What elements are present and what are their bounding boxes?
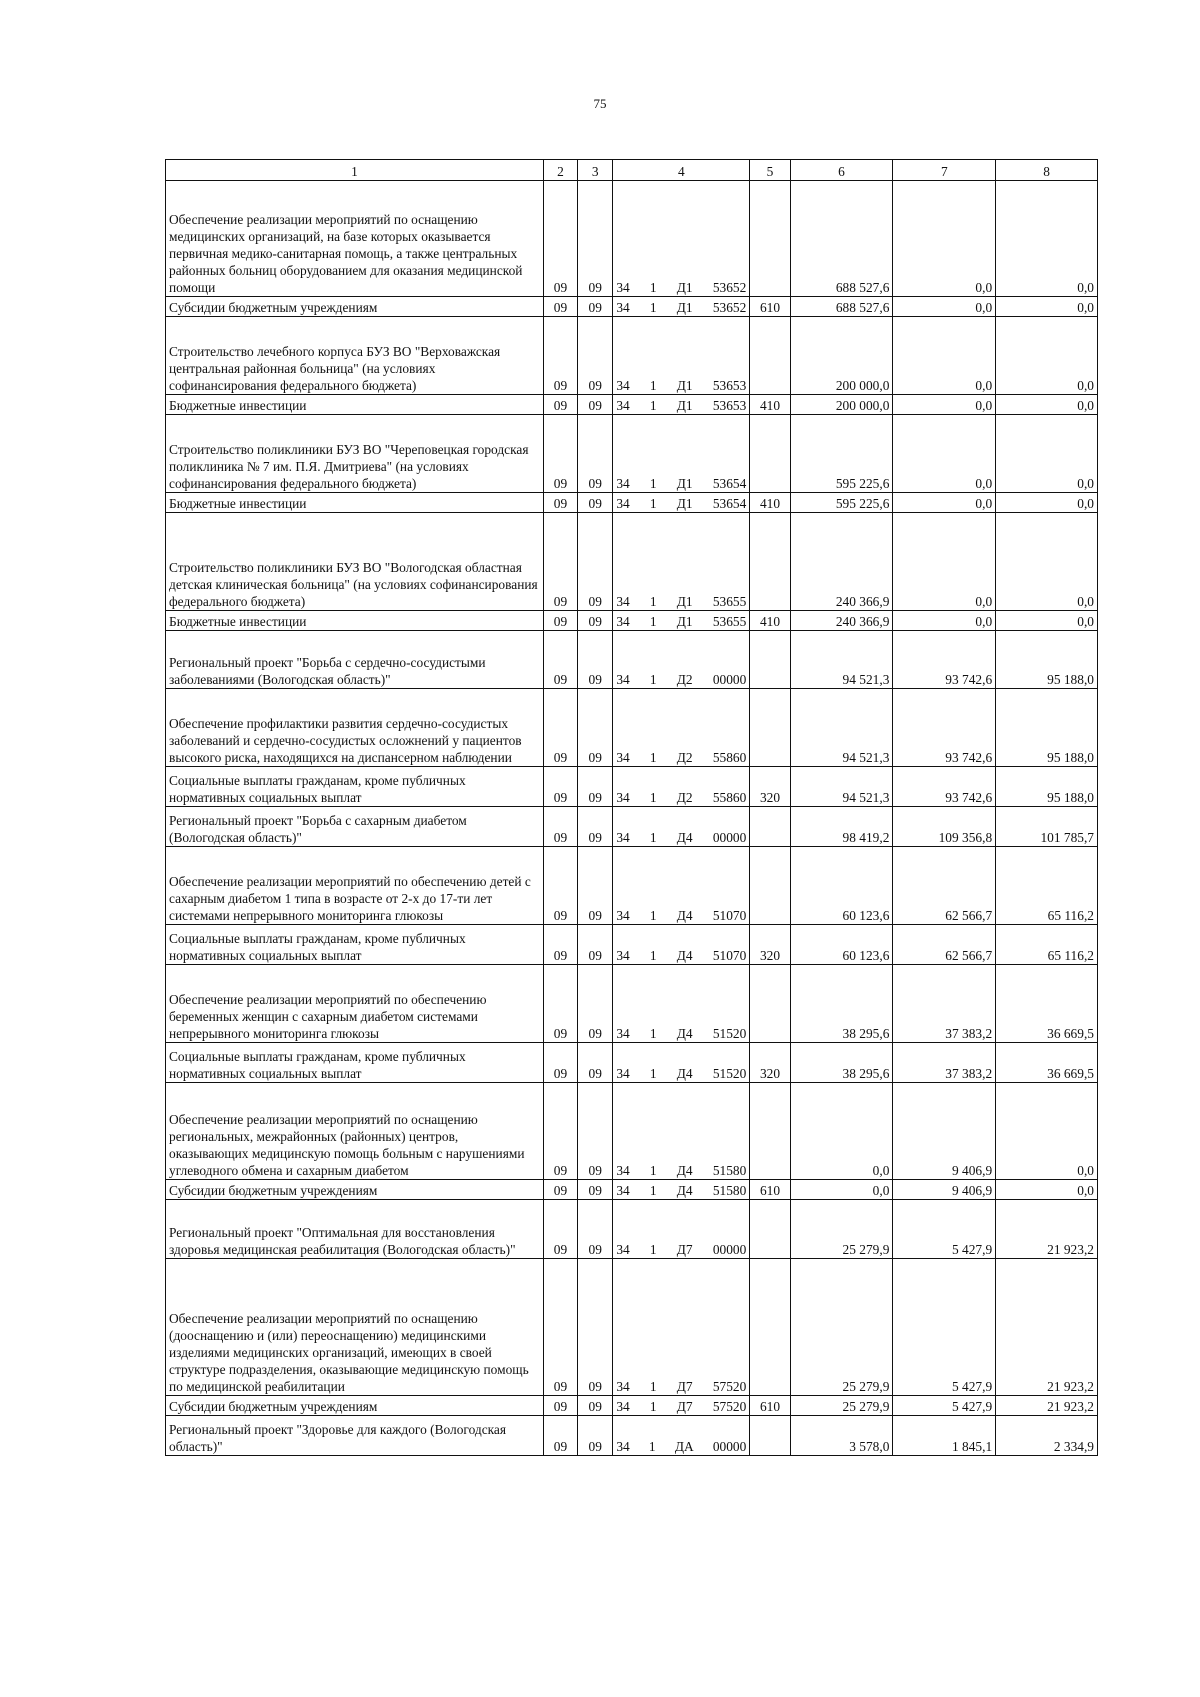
subsection-code: 09 [578, 1416, 613, 1456]
program-code: 34 [616, 908, 630, 923]
row-name: Субсидии бюджетным учреждениям [166, 297, 544, 317]
table-row [166, 513, 1098, 611]
target-item-code [613, 317, 750, 395]
amount-col-8: 65 116,2 [996, 925, 1098, 965]
section-code: 09 [543, 847, 577, 925]
direction-code: 53655 [712, 594, 747, 609]
amount-col-7: 5 427,9 [893, 1200, 996, 1259]
column-header: 6 [790, 160, 893, 181]
subsection-code: 09 [578, 847, 613, 925]
direction-code: 53652 [712, 280, 747, 295]
amount-col-7: 0,0 [893, 395, 996, 415]
target-item-code [613, 611, 750, 631]
row-name: Обеспечение реализации мероприятий по оснащению региональных, межрайонных (районных) центров, оказывающих медицинскую помощь больным с нарушениями углеводного обмена и сахарным диабетом [166, 1083, 544, 1180]
target-item-code [613, 181, 750, 297]
column-header: 7 [893, 160, 996, 181]
amount-col-6: 688 527,6 [790, 297, 893, 317]
project-code: Д2 [676, 750, 693, 765]
target-item-code [613, 1396, 750, 1416]
section-code: 09 [543, 493, 577, 513]
table-row [166, 689, 1098, 767]
program-code: 34 [616, 496, 630, 511]
target-item-code [613, 415, 750, 493]
amount-col-7: 0,0 [893, 181, 996, 297]
expense-type-code: 610 [750, 297, 790, 317]
amount-col-8: 0,0 [996, 513, 1098, 611]
table-row [166, 317, 1098, 395]
column-header: 4 [613, 160, 750, 181]
table-row [166, 847, 1098, 925]
project-code: Д2 [676, 790, 693, 805]
table-row [166, 493, 1098, 513]
row-name: Строительство лечебного корпуса БУЗ ВО "Верховажская центральная районная больница" (на условиях софинансирования федерального бюджета) [166, 317, 544, 395]
subsection-code: 09 [578, 415, 613, 493]
section-code: 09 [543, 395, 577, 415]
section-code: 09 [543, 611, 577, 631]
expense-type-code [750, 513, 790, 611]
section-code: 09 [543, 1200, 577, 1259]
amount-col-6: 94 521,3 [790, 767, 893, 807]
row-name: Бюджетные инвестиции [166, 611, 544, 631]
amount-col-7: 9 406,9 [893, 1180, 996, 1200]
section-code: 09 [543, 689, 577, 767]
subsection-code: 09 [578, 767, 613, 807]
subsection-code: 09 [578, 807, 613, 847]
subprogram-code: 1 [649, 830, 657, 845]
amount-col-6: 688 527,6 [790, 181, 893, 297]
project-code: Д4 [676, 1183, 693, 1198]
amount-col-8: 65 116,2 [996, 847, 1098, 925]
expense-type-code [750, 689, 790, 767]
direction-code: 00000 [712, 1242, 747, 1257]
expense-type-code [750, 631, 790, 689]
subsection-code: 09 [578, 689, 613, 767]
project-code: Д1 [676, 300, 693, 315]
amount-col-8: 21 923,2 [996, 1200, 1098, 1259]
subprogram-code: 1 [649, 672, 657, 687]
amount-col-8: 0,0 [996, 395, 1098, 415]
subprogram-code: 1 [649, 1242, 657, 1257]
row-name: Обеспечение реализации мероприятий по обеспечению беременных женщин с сахарным диабетом системами непрерывного мониторинга глюкозы [166, 965, 544, 1043]
section-code: 09 [543, 925, 577, 965]
amount-col-6: 94 521,3 [790, 631, 893, 689]
table-row [166, 395, 1098, 415]
subprogram-code: 1 [649, 790, 657, 805]
direction-code: 53655 [712, 614, 747, 629]
row-name: Субсидии бюджетным учреждениям [166, 1180, 544, 1200]
section-code: 09 [543, 1180, 577, 1200]
subsection-code: 09 [578, 631, 613, 689]
row-name: Социальные выплаты гражданам, кроме публичных нормативных социальных выплат [166, 1043, 544, 1083]
row-name: Субсидии бюджетным учреждениям [166, 1396, 544, 1416]
table-row [166, 1180, 1098, 1200]
direction-code: 51520 [712, 1026, 747, 1041]
target-item-code [613, 1416, 750, 1456]
subsection-code: 09 [578, 513, 613, 611]
table-row [166, 631, 1098, 689]
amount-col-7: 37 383,2 [893, 965, 996, 1043]
program-code: 34 [616, 280, 630, 295]
subprogram-code: 1 [649, 300, 657, 315]
program-code: 34 [616, 594, 630, 609]
subprogram-code: 1 [649, 1163, 657, 1178]
amount-col-6: 3 578,0 [790, 1416, 893, 1456]
program-code: 34 [616, 614, 630, 629]
section-code: 09 [543, 513, 577, 611]
row-name: Региональный проект "Борьба с сердечно-сосудистыми заболеваниями (Вологодская область)" [166, 631, 544, 689]
row-name: Строительство поликлиники БУЗ ВО "Вологодская областная детская клиническая больница" (на условиях софинансирования федерального бюджета) [166, 513, 544, 611]
column-header: 8 [996, 160, 1098, 181]
target-item-code [613, 297, 750, 317]
target-item-code [613, 1200, 750, 1259]
project-code: Д1 [676, 280, 693, 295]
expense-type-code [750, 807, 790, 847]
project-code: Д7 [676, 1399, 693, 1414]
subprogram-code: 1 [649, 750, 657, 765]
table-row [166, 767, 1098, 807]
amount-col-7: 0,0 [893, 317, 996, 395]
amount-col-8: 0,0 [996, 181, 1098, 297]
subprogram-code: 1 [649, 476, 657, 491]
amount-col-7: 5 427,9 [893, 1396, 996, 1416]
row-name: Социальные выплаты гражданам, кроме публичных нормативных социальных выплат [166, 925, 544, 965]
subprogram-code: 1 [649, 378, 657, 393]
subsection-code: 09 [578, 1083, 613, 1180]
amount-col-8: 21 923,2 [996, 1259, 1098, 1396]
target-item-code [613, 847, 750, 925]
section-code: 09 [543, 767, 577, 807]
amount-col-6: 94 521,3 [790, 689, 893, 767]
amount-col-7: 0,0 [893, 415, 996, 493]
direction-code: 51580 [712, 1163, 747, 1178]
expense-type-code: 320 [750, 925, 790, 965]
program-code: 34 [616, 476, 630, 491]
direction-code: 51070 [712, 908, 747, 923]
row-name: Бюджетные инвестиции [166, 395, 544, 415]
target-item-code [613, 395, 750, 415]
amount-col-7: 1 845,1 [893, 1416, 996, 1456]
subprogram-code: 1 [649, 948, 657, 963]
subprogram-code: 1 [649, 1026, 657, 1041]
table-row [166, 1416, 1098, 1456]
program-code: 34 [616, 1439, 630, 1454]
program-code: 34 [616, 378, 630, 393]
target-item-code [613, 689, 750, 767]
amount-col-6: 60 123,6 [790, 847, 893, 925]
expense-type-code [750, 317, 790, 395]
column-header: 3 [578, 160, 613, 181]
amount-col-6: 0,0 [790, 1180, 893, 1200]
row-name: Обеспечение профилактики развития сердечно-сосудистых заболеваний и сердечно-сосудистых осложнений у пациентов высокого риска, находящихся на диспансерном наблюдении [166, 689, 544, 767]
direction-code: 53652 [712, 300, 747, 315]
expense-type-code [750, 847, 790, 925]
amount-col-6: 25 279,9 [790, 1396, 893, 1416]
row-name: Региональный проект "Оптимальная для восстановления здоровья медицинская реабилитация (Вологодская область)" [166, 1200, 544, 1259]
amount-col-6: 98 419,2 [790, 807, 893, 847]
direction-code: 55860 [712, 790, 747, 805]
subsection-code: 09 [578, 493, 613, 513]
direction-code: 51580 [712, 1183, 747, 1198]
subprogram-code: 1 [649, 280, 657, 295]
amount-col-6: 595 225,6 [790, 415, 893, 493]
amount-col-8: 0,0 [996, 1083, 1098, 1180]
page-number: 75 [593, 96, 607, 111]
header-row [166, 160, 1098, 181]
subprogram-code: 1 [649, 496, 657, 511]
section-code: 09 [543, 807, 577, 847]
amount-col-8: 0,0 [996, 493, 1098, 513]
direction-code: 53653 [712, 398, 747, 413]
section-code: 09 [543, 1416, 577, 1456]
amount-col-8: 101 785,7 [996, 807, 1098, 847]
amount-col-6: 25 279,9 [790, 1200, 893, 1259]
project-code: Д1 [676, 594, 693, 609]
row-name: Бюджетные инвестиции [166, 493, 544, 513]
direction-code: 53654 [712, 476, 747, 491]
section-code: 09 [543, 297, 577, 317]
column-header: 2 [543, 160, 577, 181]
project-code: ДА [674, 1439, 694, 1454]
project-code: Д1 [676, 496, 693, 511]
amount-col-7: 0,0 [893, 493, 996, 513]
program-code: 34 [616, 300, 630, 315]
amount-col-7: 0,0 [893, 513, 996, 611]
subprogram-code: 1 [649, 1183, 657, 1198]
amount-col-7: 93 742,6 [893, 767, 996, 807]
direction-code: 55860 [712, 750, 747, 765]
section-code: 09 [543, 181, 577, 297]
amount-col-6: 200 000,0 [790, 395, 893, 415]
subprogram-code: 1 [649, 1379, 657, 1394]
amount-col-8: 0,0 [996, 297, 1098, 317]
amount-col-7: 0,0 [893, 297, 996, 317]
program-code: 34 [616, 790, 630, 805]
table-row [166, 181, 1098, 297]
subsection-code: 09 [578, 317, 613, 395]
amount-col-7: 0,0 [893, 611, 996, 631]
subprogram-code: 1 [649, 398, 657, 413]
table-row [166, 1083, 1098, 1180]
direction-code: 51520 [712, 1066, 747, 1081]
project-code: Д1 [676, 378, 693, 393]
amount-col-6: 38 295,6 [790, 965, 893, 1043]
section-code: 09 [543, 1083, 577, 1180]
direction-code: 51070 [712, 948, 747, 963]
column-header: 1 [166, 160, 544, 181]
amount-col-7: 62 566,7 [893, 925, 996, 965]
table-row [166, 1396, 1098, 1416]
target-item-code [613, 1043, 750, 1083]
project-code: Д2 [676, 672, 693, 687]
subsection-code: 09 [578, 1043, 613, 1083]
amount-col-8: 95 188,0 [996, 689, 1098, 767]
table-row [166, 1259, 1098, 1396]
subsection-code: 09 [578, 395, 613, 415]
project-code: Д4 [676, 908, 693, 923]
section-code: 09 [543, 317, 577, 395]
expense-type-code [750, 181, 790, 297]
amount-col-7: 9 406,9 [893, 1083, 996, 1180]
direction-code: 53653 [712, 378, 747, 393]
target-item-code [613, 631, 750, 689]
expense-type-code: 610 [750, 1180, 790, 1200]
budget-table [165, 159, 1098, 1456]
section-code: 09 [543, 415, 577, 493]
program-code: 34 [616, 750, 630, 765]
program-code: 34 [616, 1066, 630, 1081]
direction-code: 00000 [712, 672, 747, 687]
subsection-code: 09 [578, 1396, 613, 1416]
amount-col-6: 595 225,6 [790, 493, 893, 513]
subsection-code: 09 [578, 1180, 613, 1200]
expense-type-code [750, 1416, 790, 1456]
amount-col-6: 38 295,6 [790, 1043, 893, 1083]
subprogram-code: 1 [649, 908, 657, 923]
table-row [166, 611, 1098, 631]
target-item-code [613, 965, 750, 1043]
amount-col-7: 109 356,8 [893, 807, 996, 847]
project-code: Д4 [676, 1066, 693, 1081]
subsection-code: 09 [578, 1259, 613, 1396]
target-item-code [613, 807, 750, 847]
table-row [166, 1043, 1098, 1083]
subsection-code: 09 [578, 181, 613, 297]
expense-type-code: 410 [750, 395, 790, 415]
program-code: 34 [616, 1183, 630, 1198]
expense-type-code: 410 [750, 611, 790, 631]
project-code: Д7 [676, 1379, 693, 1394]
amount-col-6: 200 000,0 [790, 317, 893, 395]
amount-col-6: 0,0 [790, 1083, 893, 1180]
target-item-code [613, 1083, 750, 1180]
expense-type-code: 320 [750, 767, 790, 807]
row-name: Строительство поликлиники БУЗ ВО "Череповецкая городская поликлиника № 7 им. П.Я. Дмитриева" (на условиях софинансирования федерального бюджета) [166, 415, 544, 493]
program-code: 34 [616, 672, 630, 687]
project-code: Д1 [676, 398, 693, 413]
subprogram-code: 1 [649, 594, 657, 609]
amount-col-7: 62 566,7 [893, 847, 996, 925]
amount-col-8: 0,0 [996, 611, 1098, 631]
expense-type-code [750, 415, 790, 493]
section-code: 09 [543, 1396, 577, 1416]
subsection-code: 09 [578, 925, 613, 965]
direction-code: 00000 [712, 830, 747, 845]
expense-type-code: 410 [750, 493, 790, 513]
program-code: 34 [616, 1379, 630, 1394]
row-name: Обеспечение реализации мероприятий по обеспечению детей с сахарным диабетом 1 типа в возрасте от 2-х до 17-ти лет системами непрерывного мониторинга глюкозы [166, 847, 544, 925]
amount-col-6: 60 123,6 [790, 925, 893, 965]
project-code: Д4 [676, 1163, 693, 1178]
subprogram-code: 1 [649, 1066, 657, 1081]
project-code: Д7 [676, 1242, 693, 1257]
project-code: Д4 [676, 830, 693, 845]
subsection-code: 09 [578, 297, 613, 317]
program-code: 34 [616, 1026, 630, 1041]
project-code: Д1 [676, 476, 693, 491]
program-code: 34 [616, 1242, 630, 1257]
expense-type-code [750, 1200, 790, 1259]
subprogram-code: 1 [649, 614, 657, 629]
table-row [166, 807, 1098, 847]
section-code: 09 [543, 1259, 577, 1396]
amount-col-7: 93 742,6 [893, 631, 996, 689]
table-row [166, 415, 1098, 493]
amount-col-7: 37 383,2 [893, 1043, 996, 1083]
subsection-code: 09 [578, 1200, 613, 1259]
direction-code: 57520 [712, 1399, 747, 1414]
subprogram-code: 1 [649, 1399, 657, 1414]
subprogram-code: 1 [648, 1439, 656, 1454]
amount-col-6: 25 279,9 [790, 1259, 893, 1396]
target-item-code [613, 925, 750, 965]
section-code: 09 [543, 631, 577, 689]
target-item-code [613, 1180, 750, 1200]
target-item-code [613, 513, 750, 611]
direction-code: 00000 [712, 1439, 747, 1454]
amount-col-8: 95 188,0 [996, 767, 1098, 807]
row-name: Обеспечение реализации мероприятий по оснащению медицинских организаций, на базе которых оказывается первичная медико-санитарная помощь, а также центральных районных больниц оборудованием для оказания медицинской помощи [166, 181, 544, 297]
program-code: 34 [616, 948, 630, 963]
expense-type-code [750, 965, 790, 1043]
target-item-code [613, 767, 750, 807]
direction-code: 53654 [712, 496, 747, 511]
target-item-code [613, 493, 750, 513]
project-code: Д4 [676, 948, 693, 963]
target-item-code [613, 1259, 750, 1396]
amount-col-8: 36 669,5 [996, 1043, 1098, 1083]
amount-col-7: 5 427,9 [893, 1259, 996, 1396]
expense-type-code [750, 1083, 790, 1180]
expense-type-code: 320 [750, 1043, 790, 1083]
table-row [166, 1200, 1098, 1259]
expense-type-code: 610 [750, 1396, 790, 1416]
row-name: Региональный проект "Здоровье для каждого (Вологодская область)" [166, 1416, 544, 1456]
direction-code: 57520 [712, 1379, 747, 1394]
section-code: 09 [543, 1043, 577, 1083]
expense-type-code [750, 1259, 790, 1396]
amount-col-8: 21 923,2 [996, 1396, 1098, 1416]
amount-col-8: 0,0 [996, 317, 1098, 395]
column-header: 5 [750, 160, 790, 181]
amount-col-8: 0,0 [996, 1180, 1098, 1200]
amount-col-8: 0,0 [996, 415, 1098, 493]
program-code: 34 [616, 1163, 630, 1178]
table-row [166, 965, 1098, 1043]
amount-col-7: 93 742,6 [893, 689, 996, 767]
program-code: 34 [616, 830, 630, 845]
subsection-code: 09 [578, 965, 613, 1043]
amount-col-8: 2 334,9 [996, 1416, 1098, 1456]
amount-col-8: 36 669,5 [996, 965, 1098, 1043]
row-name: Социальные выплаты гражданам, кроме публичных нормативных социальных выплат [166, 767, 544, 807]
amount-col-6: 240 366,9 [790, 513, 893, 611]
table-row [166, 925, 1098, 965]
table-row [166, 297, 1098, 317]
section-code: 09 [543, 965, 577, 1043]
amount-col-8: 95 188,0 [996, 631, 1098, 689]
project-code: Д4 [676, 1026, 693, 1041]
project-code: Д1 [676, 614, 693, 629]
amount-col-6: 240 366,9 [790, 611, 893, 631]
row-name: Обеспечение реализации мероприятий по оснащению (дооснащению и (или) переоснащению) медицинскими изделиями медицинских организаций, имеющих в своей структуре подразделения, оказывающие медицинскую помощь по медицинской реабилитации [166, 1259, 544, 1396]
subsection-code: 09 [578, 611, 613, 631]
row-name: Региональный проект "Борьба с сахарным диабетом (Вологодская область)" [166, 807, 544, 847]
program-code: 34 [616, 1399, 630, 1414]
program-code: 34 [616, 398, 630, 413]
